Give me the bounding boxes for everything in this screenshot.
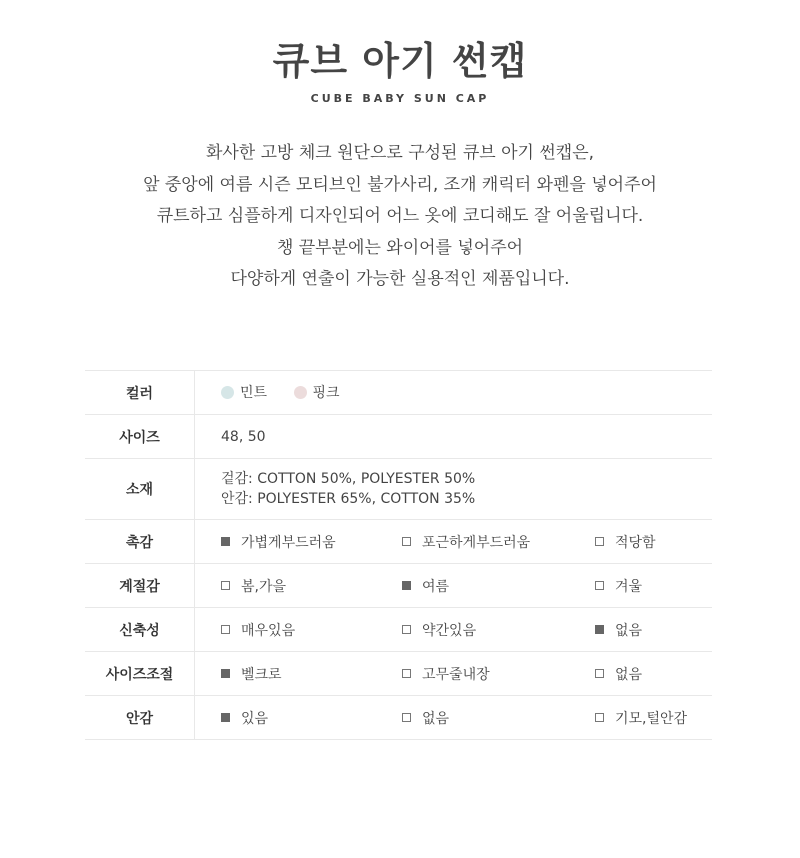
spec-label-color: 컬러: [85, 371, 195, 415]
option-label: 적당함: [615, 534, 656, 551]
checkbox-icon: [595, 713, 604, 722]
option-label: 벨크로: [241, 666, 282, 683]
spec-value-size: 48, 50: [195, 415, 713, 459]
checkbox-icon: [595, 537, 604, 546]
season-option: [221, 576, 402, 596]
spec-row-size-adjust: [85, 652, 712, 696]
product-subtitle: CUBE BABY SUN CAP: [310, 92, 490, 105]
option-label: 없음: [615, 622, 643, 639]
spec-label-size: 사이즈: [85, 415, 195, 459]
checkbox-icon: [221, 581, 230, 590]
product-title: 큐브 아기 썬캡: [272, 39, 528, 83]
checkbox-icon: [595, 625, 604, 634]
description-line: 다양하게 연출이 가능한 실용적인 제품입니다.: [230, 269, 570, 289]
product-description: [0, 138, 800, 296]
option-label: 약간있음: [422, 622, 477, 639]
checkbox-icon: [402, 713, 411, 722]
size-adjust-option: [402, 664, 595, 684]
spec-label-stretch: 신축성: [85, 608, 195, 652]
option-label: 없음: [422, 710, 450, 727]
checkbox-icon: [221, 669, 230, 678]
lining-option: [595, 708, 687, 728]
stretch-option: [402, 620, 595, 640]
option-label: 있음: [241, 710, 269, 727]
lining-option: [402, 708, 595, 728]
season-option: [595, 576, 642, 596]
option-label: 기모,털안감: [615, 710, 688, 727]
color-option-pink: [294, 382, 340, 402]
touch-option: [221, 532, 402, 552]
checkbox-icon: [221, 625, 230, 634]
spec-row-stretch: [85, 608, 712, 652]
option-label: 포근하게부드러움: [422, 534, 531, 551]
checkbox-icon: [595, 669, 604, 678]
touch-option: [402, 532, 595, 552]
spec-row-touch: [85, 520, 712, 564]
size-adjust-option: [221, 664, 402, 684]
spec-label-lining: 안감: [85, 696, 195, 740]
spec-table: [85, 370, 712, 740]
stretch-option: [595, 620, 642, 640]
pink-swatch-icon: [294, 386, 307, 399]
option-label: 가볍게부드러움: [241, 534, 336, 551]
stretch-option: [221, 620, 402, 640]
size-adjust-option: [595, 664, 642, 684]
checkbox-icon: [402, 537, 411, 546]
checkbox-icon: [402, 581, 411, 590]
description-line: 화사한 고방 체크 원단으로 구성된 큐브 아기 썬캡은,: [205, 143, 595, 163]
lining-option: [221, 708, 402, 728]
color-option-label: 민트: [240, 385, 268, 402]
spec-value-color: [195, 371, 713, 415]
option-label: 없음: [615, 666, 643, 683]
stretch-options: [221, 620, 712, 640]
spec-row-size: [85, 415, 712, 459]
checkbox-icon: [221, 537, 230, 546]
material-lining: 안감: POLYESTER 65%, COTTON 35%: [221, 491, 476, 507]
touch-options: [221, 532, 712, 552]
season-option: [402, 576, 595, 596]
color-option-mint: [221, 382, 267, 402]
spec-row-color: [85, 371, 712, 415]
spec-row-material: [85, 459, 712, 520]
option-label: 여름: [422, 578, 450, 595]
option-label: 겨울: [615, 578, 643, 595]
spec-label-size-adjust: 사이즈조절: [85, 652, 195, 696]
season-options: [221, 576, 712, 596]
touch-option: [595, 532, 656, 552]
material-outer: 겉감: COTTON 50%, POLYESTER 50%: [221, 471, 476, 487]
spec-label-material: 소재: [85, 459, 195, 520]
spec-label-touch: 촉감: [85, 520, 195, 564]
checkbox-icon: [595, 581, 604, 590]
checkbox-icon: [402, 669, 411, 678]
spec-row-season: [85, 564, 712, 608]
size-adjust-options: [221, 664, 712, 684]
description-line: 큐트하고 심플하게 디자인되어 어느 옷에 코디해도 잘 어울립니다.: [156, 206, 644, 226]
lining-options: [221, 708, 712, 728]
option-label: 매우있음: [241, 622, 296, 639]
mint-swatch-icon: [221, 386, 234, 399]
description-line: 앞 중앙에 여름 시즌 모티브인 불가사리, 조개 캐릭터 와펜을 넣어주어: [143, 174, 657, 195]
checkbox-icon: [402, 625, 411, 634]
description-line: 챙 끝부분에는 와이어를 넣어주어: [276, 237, 524, 258]
checkbox-icon: [221, 713, 230, 722]
spec-row-lining: [85, 696, 712, 740]
spec-value-material: [195, 459, 713, 520]
option-label: 봄,가을: [241, 578, 287, 595]
option-label: 고무줄내장: [422, 666, 490, 683]
color-option-label: 핑크: [312, 385, 340, 402]
spec-label-season: 계절감: [85, 564, 195, 608]
